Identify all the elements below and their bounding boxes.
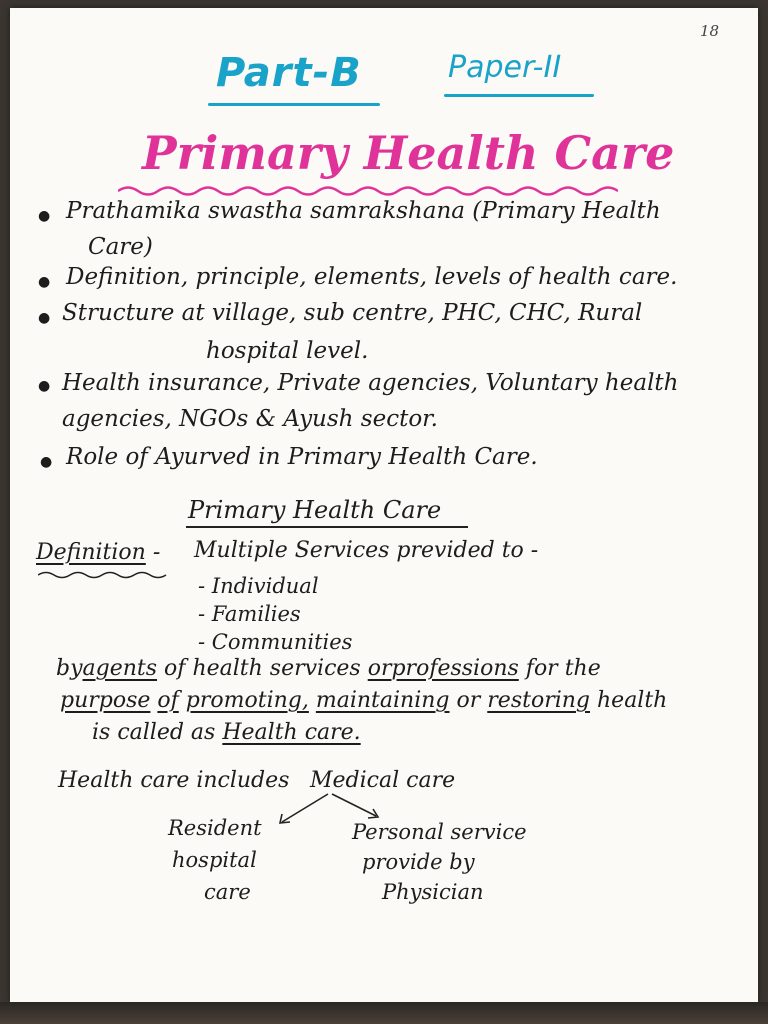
title-wavy-underline [118, 184, 618, 198]
definition-dash: - [152, 540, 161, 565]
sentence-word: for the [525, 656, 601, 681]
bullet-dot: ● [38, 378, 51, 394]
sentence-word: health [597, 688, 668, 713]
includes-lead: Health care includes [58, 768, 290, 793]
bullet-text-continued: agencies, NGOs & Ayush sector. [62, 406, 438, 432]
bullet-text: Prathamika swastha samrakshana (Primary Health [66, 198, 661, 224]
bullet-text: Role of Ayurved in Primary Health Care. [66, 444, 538, 470]
includes-term: Medical care [310, 768, 456, 793]
sentence-word: or [456, 688, 481, 713]
bullet-dot: ● [38, 310, 51, 326]
left-branch-line: hospital [172, 848, 257, 872]
recipient-item: - Communities [198, 630, 353, 654]
right-branch-line: provide by [362, 850, 475, 874]
definition-row [36, 540, 160, 565]
bullet-text: Definition, principle, elements, levels of health care. [66, 264, 678, 290]
sentence-word: by [56, 656, 83, 681]
notebook-page [10, 8, 758, 1002]
sentence-word: health services [192, 656, 361, 681]
bullet-dot: ● [38, 208, 51, 224]
bullet-text-continued: hospital level. [206, 338, 369, 364]
bullet-text: Health insurance, Private agencies, Voluntary health [62, 370, 679, 396]
page-number: 18 [700, 22, 720, 40]
sentence-word-of: of [157, 688, 179, 713]
sentence-word-agents: agents [82, 656, 158, 681]
right-branch-line: Physician [382, 880, 484, 904]
left-branch-line: Resident [168, 816, 262, 840]
right-branch-line: Personal service [352, 820, 527, 844]
definition-sentence-line-3 [92, 720, 361, 745]
recipient-item: - Families [198, 602, 301, 626]
notebook-bottom-edge [0, 1002, 768, 1024]
definition-label: Definition [36, 540, 146, 565]
bullet-text: Structure at village, sub centre, PHC, CHC, Rural [62, 300, 643, 326]
bullet-dot: ● [38, 274, 51, 290]
sentence-word: of [164, 656, 186, 681]
definition-lead: Multiple Services previded to - [194, 538, 539, 563]
definition-wavy-underline [38, 570, 168, 580]
section-heading-underline [186, 526, 468, 528]
sentence-word: is called as [92, 720, 216, 745]
sentence-word-health-care: Health care. [222, 720, 361, 745]
sentence-word-maintaining: maintaining [315, 688, 450, 713]
sentence-word-purpose: purpose [60, 688, 151, 713]
definition-sentence-line-1 [56, 656, 601, 681]
page-title: Primary Health Care [142, 126, 675, 180]
sentence-word-professions: professions [391, 656, 519, 681]
bullet-dot: ● [40, 454, 53, 470]
paper-heading-underline [444, 94, 594, 97]
paper-heading: Paper-II [448, 50, 562, 85]
definition-sentence-line-2 [60, 688, 667, 713]
part-heading-underline [208, 103, 380, 106]
recipient-item: - Individual [198, 574, 319, 598]
sentence-word-restoring: restoring [487, 688, 590, 713]
sentence-word-promoting: promoting, [185, 688, 309, 713]
left-branch-line: care [204, 880, 251, 904]
sentence-word-or: or [367, 656, 392, 681]
section-heading: Primary Health Care [188, 496, 442, 524]
part-heading: Part-B [216, 50, 362, 96]
bullet-text-continued: Care) [88, 234, 153, 260]
